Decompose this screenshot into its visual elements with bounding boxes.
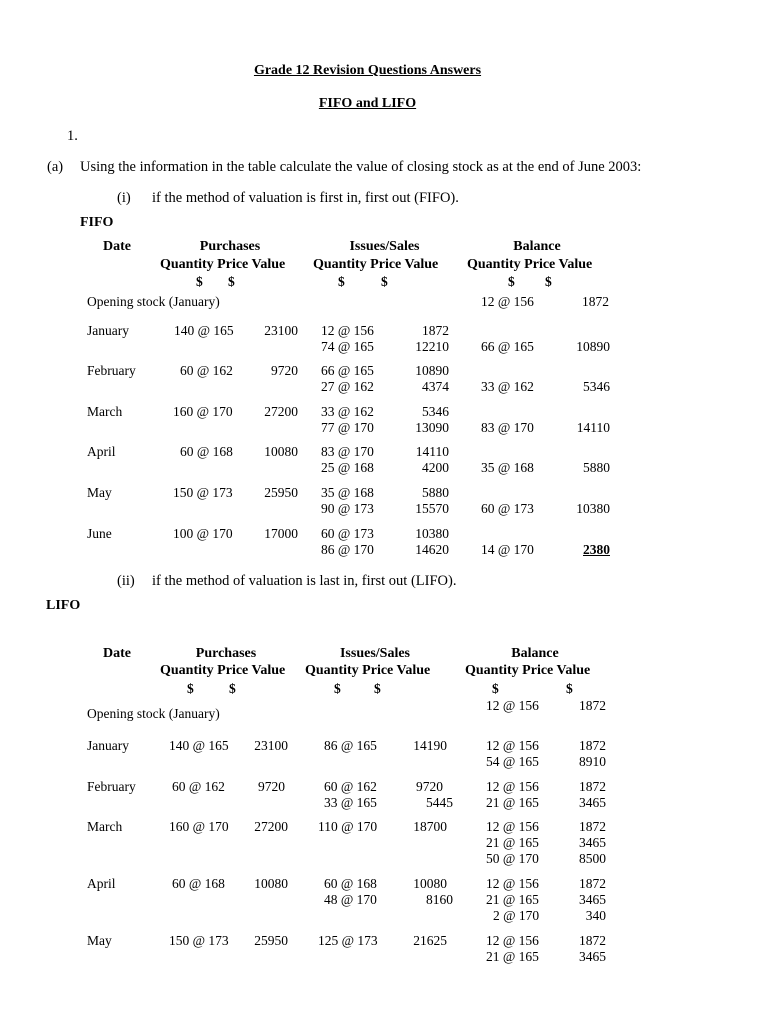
issue-qp: 12 @ 156: [321, 323, 374, 338]
issue-qp: 125 @ 173: [318, 933, 378, 948]
row-date: June: [87, 526, 112, 541]
issue-value: 13090: [415, 420, 449, 435]
lifo-sub-label: (ii): [117, 573, 135, 589]
row-date: April: [87, 876, 116, 891]
issue-qp: 35 @ 168: [321, 485, 374, 500]
balance-value: 10890: [576, 339, 610, 354]
part-a-label: (a): [47, 159, 64, 175]
balance-value: 1872: [579, 876, 606, 891]
lifo-sub-text: if the method of valuation is last in, first out (LIFO).: [152, 573, 457, 589]
balance-value: 1872: [579, 779, 606, 794]
row-date: January: [87, 323, 129, 338]
header-dollar: $: [187, 681, 194, 696]
balance-qp: 12 @ 156: [486, 819, 539, 834]
purchase-qp: 60 @ 168: [172, 876, 225, 891]
part-a-text: Using the information in the table calculate the value of closing stock as at the end of June 2003:: [80, 159, 642, 175]
issue-value: 4200: [422, 460, 449, 475]
balance-value: 1872: [579, 933, 606, 948]
balance-value: 3465: [579, 795, 606, 810]
row-date: February: [87, 779, 136, 794]
header-dollar: $: [196, 274, 203, 289]
opening-balance-value: 1872: [582, 294, 609, 309]
purchase-qp: 60 @ 168: [180, 444, 233, 459]
issue-value: 14190: [413, 738, 447, 753]
issue-value: 10890: [415, 363, 449, 378]
balance-qp: 83 @ 170: [481, 420, 534, 435]
header-issues: Issues/Sales: [339, 646, 411, 661]
purchase-value: 23100: [254, 738, 288, 753]
row-date: March: [87, 404, 123, 419]
balance-qp: 21 @ 165: [486, 795, 539, 810]
balance-value: 1872: [579, 819, 606, 834]
issue-value: 10380: [415, 526, 449, 541]
issue-qp: 33 @ 162: [321, 404, 374, 419]
purchase-value: 10080: [264, 444, 298, 459]
purchase-value: 9720: [271, 363, 298, 378]
header-dollar: $: [338, 274, 345, 289]
issue-qp: 60 @ 162: [324, 779, 377, 794]
opening-stock-label: Opening stock (January): [87, 706, 220, 721]
issue-value: 15570: [415, 501, 449, 516]
header-balance: Balance: [511, 646, 559, 661]
balance-value: 3465: [579, 949, 606, 964]
issue-qp: 90 @ 173: [321, 501, 374, 516]
issue-qp: 83 @ 170: [321, 444, 374, 459]
header-purchases: Purchases: [195, 646, 257, 661]
header-issues: Issues/Sales: [349, 239, 420, 254]
balance-value: 5346: [583, 379, 610, 394]
row-date: February: [87, 363, 136, 378]
issue-value: 5346: [422, 404, 449, 419]
header-dollar: $: [381, 274, 388, 289]
header-purchases-qpv: Quantity Price Value: [160, 663, 286, 678]
balance-qp: 12 @ 156: [486, 876, 539, 891]
opening-balance-qp: 12 @ 156: [481, 294, 534, 309]
issue-qp: 86 @ 170: [321, 542, 374, 557]
issue-qp: 110 @ 170: [318, 819, 378, 834]
issue-value: 1872: [422, 323, 449, 338]
issue-qp: 77 @ 170: [321, 420, 374, 435]
purchase-qp: 150 @ 173: [173, 485, 233, 500]
balance-value: 3465: [579, 892, 606, 907]
row-date: January: [87, 738, 129, 753]
row-date: April: [87, 444, 116, 459]
opening-stock-label: Opening stock (January): [87, 294, 220, 309]
question-number: 1.: [67, 128, 78, 144]
balance-value: 3465: [579, 835, 606, 850]
balance-qp: 14 @ 170: [481, 542, 534, 557]
balance-value: 10380: [576, 501, 610, 516]
issue-value: 4374: [422, 379, 449, 394]
issue-value: 14620: [415, 542, 449, 557]
header-dollar: $: [228, 274, 235, 289]
issue-value: 5445: [426, 795, 453, 810]
balance-qp: 12 @ 156: [486, 779, 539, 794]
header-balance: Balance: [513, 239, 561, 254]
balance-qp: 50 @ 170: [486, 851, 539, 866]
issue-value: 5880: [422, 485, 449, 500]
header-issues-qpv: Quantity Price Value: [305, 663, 431, 678]
page-subtitle: FIFO and LIFO: [318, 96, 417, 111]
purchase-value: 25950: [254, 933, 288, 948]
balance-value: 14110: [576, 420, 610, 435]
header-balance-qpv: Quantity Price Value: [467, 257, 593, 272]
fifo-sub-text: if the method of valuation is first in, first out (FIFO).: [152, 190, 459, 206]
purchase-qp: 160 @ 170: [169, 819, 229, 834]
header-date: Date: [103, 646, 131, 661]
balance-qp: 12 @ 156: [486, 738, 539, 753]
row-date: May: [87, 485, 112, 500]
purchase-qp: 140 @ 165: [169, 738, 229, 753]
opening-balance-value: 1872: [579, 698, 606, 713]
balance-qp: 2 @ 170: [493, 908, 540, 923]
closing-stock-value: 2380: [583, 542, 610, 557]
issue-value: 9720: [416, 779, 443, 794]
header-dollar: $: [566, 681, 573, 696]
issue-value: 14110: [415, 444, 449, 459]
page-title: Grade 12 Revision Questions Answers: [253, 63, 482, 78]
header-dollar: $: [508, 274, 515, 289]
issue-value: 10080: [413, 876, 447, 891]
balance-value: 8500: [579, 851, 606, 866]
balance-value: 340: [585, 908, 606, 923]
purchase-qp: 150 @ 173: [169, 933, 229, 948]
purchase-value: 25950: [264, 485, 298, 500]
header-date: Date: [103, 239, 131, 254]
purchase-value: 27200: [254, 819, 288, 834]
balance-qp: 54 @ 165: [486, 754, 539, 769]
balance-qp: 21 @ 165: [486, 949, 539, 964]
purchase-value: 23100: [264, 323, 298, 338]
balance-value: 8910: [579, 754, 606, 769]
purchase-qp: 60 @ 162: [180, 363, 233, 378]
issue-qp: 27 @ 162: [321, 379, 374, 394]
balance-qp: 21 @ 165: [486, 892, 539, 907]
balance-qp: 35 @ 168: [481, 460, 534, 475]
purchase-qp: 140 @ 165: [174, 323, 234, 338]
row-date: May: [87, 933, 112, 948]
purchase-qp: 160 @ 170: [173, 404, 233, 419]
purchase-value: 10080: [254, 876, 288, 891]
purchase-qp: 100 @ 170: [173, 526, 233, 541]
issue-value: 21625: [413, 933, 447, 948]
purchase-value: 27200: [264, 404, 298, 419]
balance-qp: 21 @ 165: [486, 835, 539, 850]
issue-qp: 48 @ 170: [324, 892, 377, 907]
opening-balance-qp: 12 @ 156: [486, 698, 539, 713]
balance-qp: 33 @ 162: [481, 379, 534, 394]
purchase-value: 17000: [264, 526, 298, 541]
balance-value: 1872: [579, 738, 606, 753]
row-date: March: [87, 819, 123, 834]
issue-qp: 25 @ 168: [321, 460, 374, 475]
balance-qp: 12 @ 156: [486, 933, 539, 948]
header-dollar: $: [492, 681, 499, 696]
fifo-heading: FIFO: [80, 215, 114, 230]
issue-value: 8160: [426, 892, 453, 907]
issue-qp: 86 @ 165: [324, 738, 377, 753]
issue-value: 18700: [413, 819, 447, 834]
header-issues-qpv: Quantity Price Value: [313, 257, 439, 272]
header-dollar: $: [334, 681, 341, 696]
header-dollar: $: [545, 274, 552, 289]
fifo-sub-label: (i): [117, 190, 131, 206]
lifo-heading: LIFO: [46, 598, 81, 613]
issue-qp: 60 @ 173: [321, 526, 374, 541]
header-purchases-qpv: Quantity Price Value: [160, 257, 286, 272]
issue-value: 12210: [415, 339, 449, 354]
issue-qp: 33 @ 165: [324, 795, 377, 810]
header-dollar: $: [229, 681, 236, 696]
header-dollar: $: [374, 681, 381, 696]
issue-qp: 74 @ 165: [321, 339, 374, 354]
purchase-value: 9720: [258, 779, 285, 794]
balance-qp: 60 @ 173: [481, 501, 534, 516]
issue-qp: 60 @ 168: [324, 876, 377, 891]
purchase-qp: 60 @ 162: [172, 779, 225, 794]
issue-qp: 66 @ 165: [321, 363, 374, 378]
balance-qp: 66 @ 165: [481, 339, 534, 354]
balance-value: 5880: [583, 460, 610, 475]
header-balance-qpv: Quantity Price Value: [465, 663, 591, 678]
header-purchases: Purchases: [199, 239, 261, 254]
